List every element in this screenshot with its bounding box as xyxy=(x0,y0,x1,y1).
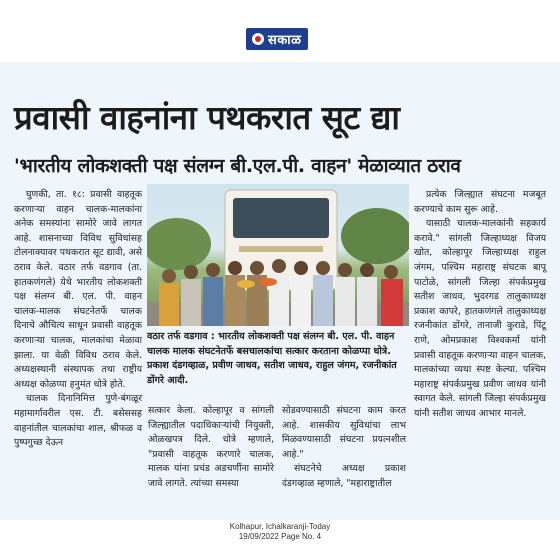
article-paragraph: यासाठी चालक-मालकांनी सहकार्य करावे." सांगली जिल्हाध्यक्ष विजय खोत, कोल्हापूर जिल्हाध्यक्ष राहुल जंगम, पश्चिम महाराष्ट्र संघटक बापू पाटोळे, सांगली जिल्हा संपर्कप्रमुख सतीश जाधव, भुदरगड तालुकाध्यक्ष प्रकाश कापरे, हातकणंगले तालुकाध्यक्ष रजनीकांत डोंगरे, तानाजी कुराडे, पिंटू राणे, ओमप्रकाश विश्वकर्मा यांनी प्रवासी वाहतूक करणाऱ्या वाहन चालक, मालकांच्या व्यथा स्पष्ट केल्या. पश्चिम महाराष्ट्र संपर्कप्रमुख प्रवीण जाधव यांनी स्वागत केले. सांगली जिल्हा संपर्कप्रमुख यांनी सतीश जाधव आभार मानले. xyxy=(414,218,546,419)
photo-illustration xyxy=(147,184,409,326)
article-paragraph: संघटनेचे अध्यक्ष प्रकाश दंडगव्हाळ म्हणाले, "महाराष्ट्रातील xyxy=(282,463,406,489)
article-column-1 xyxy=(14,188,142,451)
logo-text: सकाळ xyxy=(268,33,302,48)
footer-date-page: 19/09/2022 Page No. 4 xyxy=(238,532,322,541)
logo-mark-icon xyxy=(252,33,264,45)
footer-edition: Kolhapur, Ichalkaranji-Today xyxy=(229,522,331,531)
photo-caption: वठार तर्फ वडगाव : भारतीय लोकशक्ती पक्ष संलग्न बी. एल. पी. वाहन चालक मालक संघटनेतर्फे बसचालकांचा सत्कार करताना कोळप्पा धोत्रे. प्रकाश दंडगव्हाळ, प्रवीण जाधव, सतीश जाधव, राहुल जंगम, रजनीकांत डोंगरे आदी. xyxy=(147,331,397,386)
article-headline: प्रवासी वाहनांना पथकरात सूट द्या xyxy=(14,98,400,137)
article-column-2 xyxy=(148,404,274,492)
page-footer xyxy=(0,522,560,542)
article-column-4 xyxy=(414,188,546,422)
news-photo xyxy=(147,184,409,326)
sakal-logo xyxy=(246,28,308,50)
article-paragraph: घुणकी, ता. १८: प्रवासी वाहतूक करणाऱ्या वाहन चालक-मालकांना अनेक समस्यांना सामोरे जावे लागत आहे. शासनाच्या विविध सुविधांसह टोलनाक्यावर पथकरात सूट द्यावी, असे ठराव केले. वठार तर्फ वडगाव (ता. हातकणंगले) येथे भारतीय लोकशक्ती पक्ष संलग्न बी. एल. पी. वाहन चालक-मालक संघटनेतर्फे चालक दिनाचे औचित्य साधून प्रवासी वाहतूक करणाऱ्या चालक, मालकांचा मेळावा झाला. या वेळी विविध ठराव केले. अध्यक्षस्थानी संस्थापक तथा राष्ट्रीय अध्यक्ष कोळप्पा हनुमंत धोत्रे होते. xyxy=(14,189,142,390)
article-paragraph: चालक दिनानिमित्त पुणे-बंगळूर महामार्गावरील एस. टी. बसेससह वाहनांतील चालकांचा शाल, श्रीफळ व पुष्पगुच्छ देऊन xyxy=(14,393,142,449)
article-subheadline: 'भारतीय लोकशक्ती पक्ष संलग्न बी.एल.पी. वाहन' मेळाव्यात ठराव xyxy=(14,155,461,177)
article-paragraph: सत्कार केला. कोल्हापूर व सांगली जिल्ह्यातील पदाधिकाऱ्यांची नियुक्ती, ओळखपत्र दिले. धोत्रे म्हणाले, "प्रवासी वाहतूक करणारे चालक, मालक यांना प्रचंड अडचणींना सामोरे जावे लागते. त्यांच्या समस्या xyxy=(148,405,274,489)
article-column-3 xyxy=(282,404,406,492)
article-paragraph: प्रत्येक जिल्ह्यात संघटना मजबूत करण्याचे काम सुरू आहे. xyxy=(414,189,546,215)
article-paragraph: सोडवण्यासाठी संघटना काम करत आहे. शासकीय सुविधांचा लाभ मिळवण्यासाठी संघटना प्रयत्नशील आहे." xyxy=(282,405,406,460)
